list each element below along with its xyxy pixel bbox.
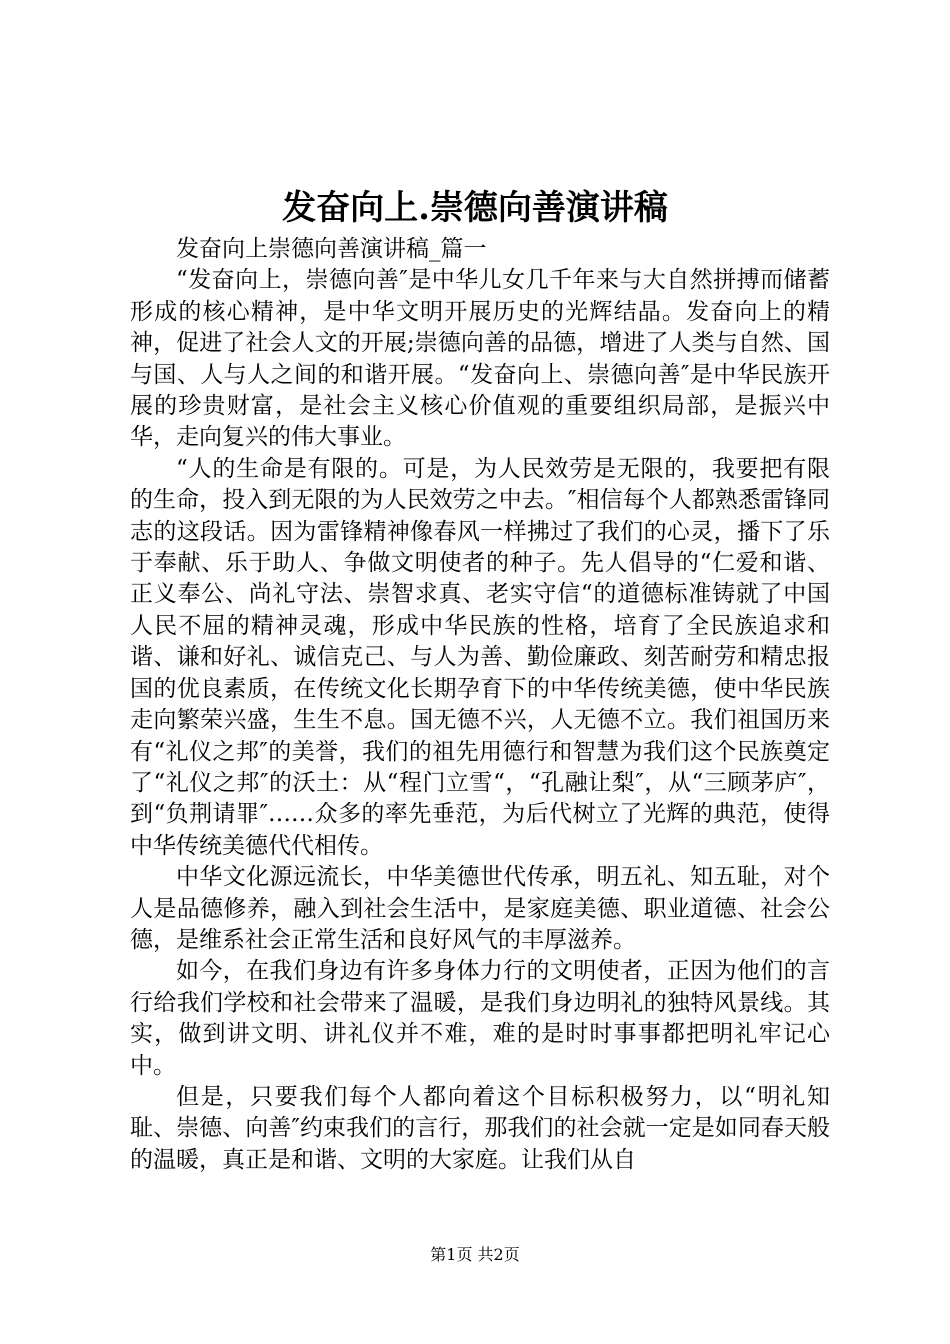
paragraph: “人的生命是有限的。可是，为人民效劳是无限的，我要把有限的生命，投入到无限的为人民效劳之中去。″相信每个人都熟悉雷锋同志的这段话。因为雷锋精神像春风一样拂过了我们的心灵，播下了乐于奉献、乐于助人、争做文明使者的种子。先人倡导的“仁爱和谐、正义奉公、尚礼守法、崇智求真、老实守信“的道德标准铸就了中国人民不屈的精神灵魂，形成中华民族的性格，培育了全民族追求和谐、谦和好礼、诚信克己、与人为善、勤俭廉政、刻苦耐劳和精忠报国的优良素质，在传统文化长期孕育下的中华传统美德，使中华民族走向繁荣兴盛，生生不息。国无德不兴，人无德不立。我们祖国历来有“礼仪之邦″的美誉，我们的祖先用德行和智慧为我们这个民族奠定了“礼仪之邦″的沃土：从“程门立雪“，“孔融让梨″，从“三顾茅庐″，到“负荆请罪″……众多的率先垂范，为后代树立了光辉的典范，使得中华传统美德代代相传。 [130, 455, 830, 859]
paragraph: 如今，在我们身边有许多身体力行的文明使者，正因为他们的言行给我们学校和社会带来了温暖，是我们身边明礼的独特风景线。其实，做到讲文明、讲礼仪并不难，难的是时时事事都把明礼牢记心中。 [130, 958, 830, 1079]
document-subtitle: 发奋向上崇德向善演讲稿_篇一 [176, 236, 487, 262]
paragraph: 但是，只要我们每个人都向着这个目标积极努力，以“明礼知耻、崇德、向善″约束我们的言行，那我们的社会就一定是如同春天般的温暖，真正是和谐、文明的大家庭。让我们从自 [130, 1083, 830, 1173]
paragraph: 中华文化源远流长，中华美德世代传承，明五礼、知五耻，对个人是品德修养，融入到社会生活中，是家庭美德、职业道德、社会公德，是维系社会正常生活和良好风气的丰厚滋养。 [130, 864, 830, 953]
paragraph: “发奋向上，崇德向善″是中华儿女几千年来与大自然拼搏而储蓄形成的核心精神，是中华文明开展历史的光辉结晶。发奋向上的精神，促进了社会人文的开展;崇德向善的品德，增进了人类与自然、国与国、人与人之间的和谐开展。“发奋向上、崇德向善″是中华民族开展的珍贵财富，是社会主义核心价值观的重要组织局部，是振兴中华，走向复兴的伟大事业。 [130, 267, 830, 451]
document-title: 发奋向上.崇德向善演讲稿 [282, 188, 668, 228]
page-footer: 第1页 共2页 [430, 1245, 520, 1264]
document-body [130, 234, 830, 1176]
